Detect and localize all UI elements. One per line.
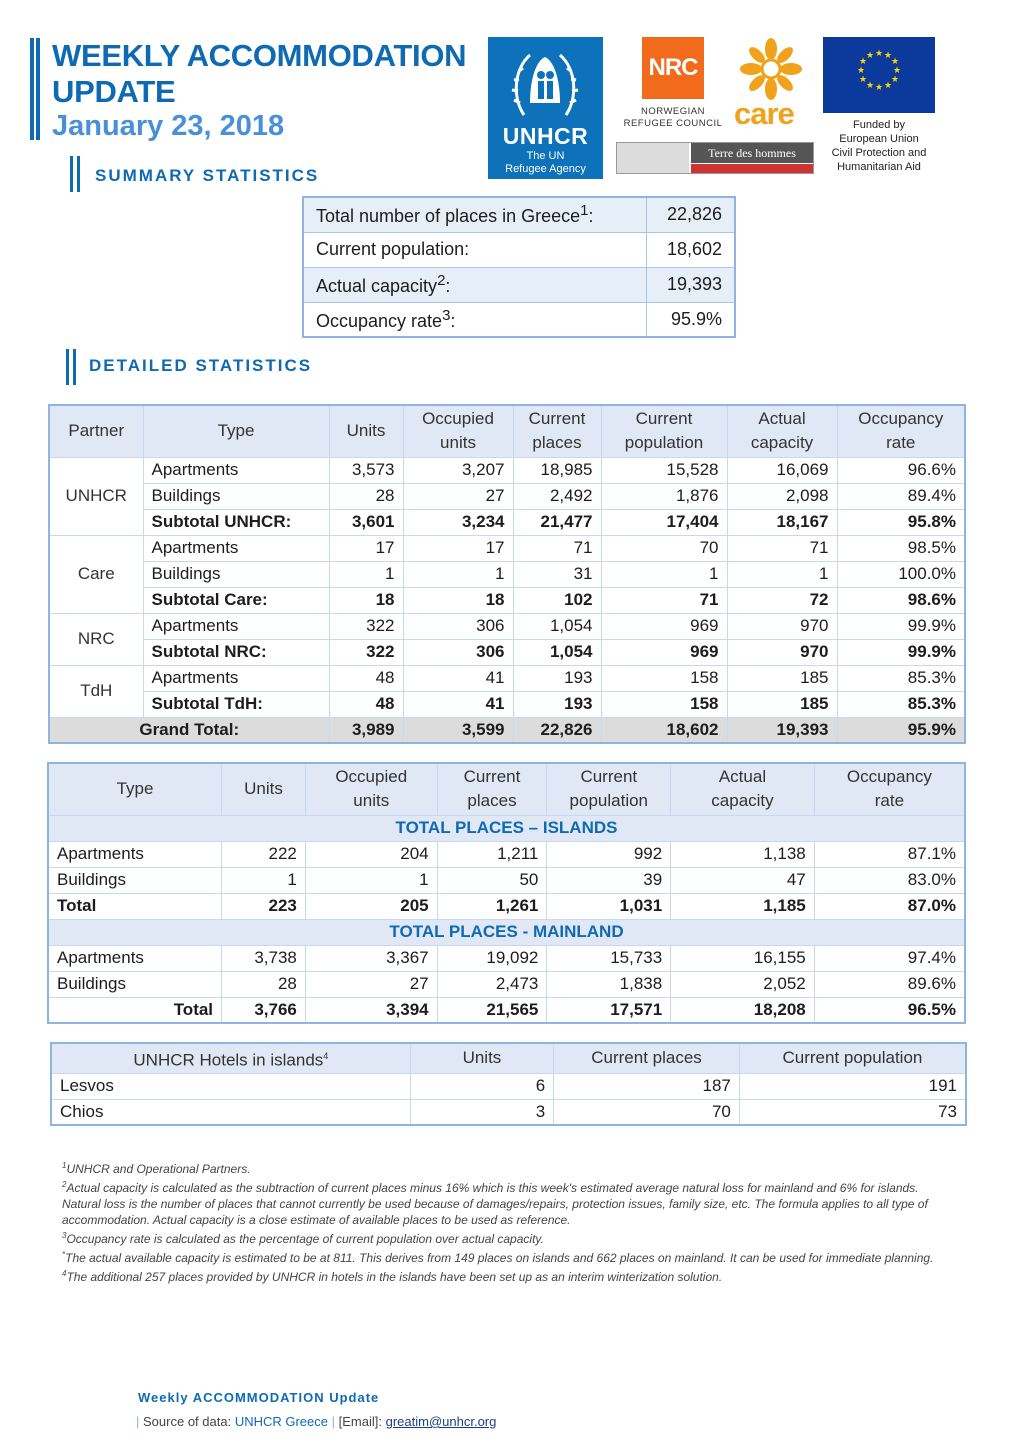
svg-text:★: ★ [865,51,875,61]
col-header-partner: Partner [49,405,143,457]
footnote-mark: 3 [62,1231,67,1240]
col-header-current-places [437,763,547,815]
page-title: WEEKLY ACCOMMODATION UPDATE [52,38,467,109]
rate-cell: 87.0% [814,893,965,919]
occupied-cell: 3,207 [403,457,513,483]
units-cell: 322 [329,639,403,665]
table-row [48,841,965,867]
capacity-cell: 19,393 [727,717,837,743]
source-org: UNHCR Greece [234,1414,328,1429]
footnote-text: The actual available capacity is estimated to be at 811. This derives from 149 places on islands and 662 places on mainland. It can be used for immediate planning. [65,1251,934,1265]
capacity-cell: 2,098 [727,483,837,509]
summary-value: 19,393 [646,267,735,302]
subtotal-row [49,691,965,717]
occupied-cell: 3,234 [403,509,513,535]
units-cell: 3,766 [222,997,306,1023]
rate-cell: 97.4% [814,945,965,971]
occupied-cell: 1 [403,561,513,587]
unhcr-subtitle-line1: The UN [526,150,565,162]
unhcr-logo-subtitle [488,150,603,176]
occupied-cell: 41 [403,691,513,717]
units-cell: 3,601 [329,509,403,535]
col-header-units: Units [222,763,306,815]
capacity-cell: 47 [671,867,815,893]
units-cell: 3,573 [329,457,403,483]
subtotal-label: Subtotal UNHCR: [143,509,329,535]
mainland-band-label: TOTAL PLACES - MAINLAND [48,919,965,945]
summary-row [303,267,735,302]
occupied-cell: 3,394 [305,997,437,1023]
col-header-current-places [513,405,601,457]
hotel-island-cell: Lesvos [51,1073,410,1099]
population-cell: 1 [601,561,727,587]
header-line: Current [580,767,638,787]
population-cell: 992 [547,841,671,867]
places-cell: 22,826 [513,717,601,743]
occupied-cell: 306 [403,639,513,665]
tdh-photo-strip [617,143,689,173]
population-cell: 70 [601,535,727,561]
header-line: Current [528,409,586,429]
hotel-island-cell: Chios [51,1099,410,1125]
partner-cell: TdH [49,665,143,717]
source-label: Source of data: [143,1414,232,1429]
population-cell: 17,571 [547,997,671,1023]
islands-band-label: TOTAL PLACES – ISLANDS [48,815,965,841]
occupied-cell: 205 [305,893,437,919]
occupied-cell: 18 [403,587,513,613]
header-line: Actual [718,767,767,787]
col-header-hotels [51,1043,410,1073]
rate-cell: 87.1% [814,841,965,867]
capacity-cell: 1 [727,561,837,587]
nrc-line1: NORWEGIAN [641,106,705,117]
col-header-actual-capacity [727,405,837,457]
mainland-band-row [48,919,965,945]
units-cell: 222 [222,841,306,867]
rate-cell: 99.9% [837,639,965,665]
detailed-statistics-table [48,404,966,744]
type-cell: Apartments [48,945,222,971]
population-cell: 1,031 [547,893,671,919]
places-cell: 2,473 [437,971,547,997]
population-cell: 18,602 [601,717,727,743]
population-cell: 15,733 [547,945,671,971]
table-row [48,867,965,893]
header-line: Occupancy [846,767,932,787]
eu-flag-logo [823,37,935,113]
detailed-section-title: DETAILED STATISTICS [89,356,313,375]
places-cell: 71 [513,535,601,561]
footnote [62,1177,954,1228]
places-cell: 1,261 [437,893,547,919]
type-cell: Apartments [143,665,329,691]
hotels-header-row [51,1043,966,1073]
table-row [49,561,965,587]
table-row [51,1099,966,1125]
header-line: population [569,791,649,811]
svg-text:★: ★ [874,83,884,93]
care-logo-name: care [734,96,794,131]
col-header-current-places: Current places [554,1043,740,1073]
summary-label-text: Actual capacity [316,276,438,296]
population-cell: 1,876 [601,483,727,509]
footnote-mark: 2 [62,1180,67,1189]
capacity-cell: 2,052 [671,971,815,997]
type-cell: Apartments [143,535,329,561]
units-cell: 48 [329,665,403,691]
unhcr-subtitle-line2: Refugee Agency [505,163,586,175]
units-cell: 1 [222,867,306,893]
footnote [62,1158,954,1177]
summary-section-title: SUMMARY STATISTICS [95,166,320,185]
type-cell: Apartments [48,841,222,867]
subtotal-label: Subtotal NRC: [143,639,329,665]
population-cell: 17,404 [601,509,727,535]
eu-stars-icon [823,37,935,113]
summary-label-text: Total number of places in Greece [316,206,581,227]
detailed-accent-bar [66,349,76,385]
header-line: places [532,433,582,453]
units-cell: 28 [329,483,403,509]
eu-funding-text [812,118,946,174]
capacity-cell: 970 [727,639,837,665]
svg-text:★: ★ [890,75,900,85]
header-line: capacity [711,791,774,811]
type-cell: Buildings [143,483,329,509]
svg-text:★: ★ [890,57,900,67]
unhcr-logo-name: UNHCR [502,123,589,149]
capacity-cell: 185 [727,691,837,717]
rate-cell: 83.0% [814,867,965,893]
summary-label-text: Current population: [316,239,470,259]
tdh-red-strip [691,164,813,173]
capacity-cell: 16,155 [671,945,815,971]
col-header-occupancy-rate [814,763,965,815]
footnote [62,1266,954,1285]
header-line: rate [874,791,905,811]
occupied-cell: 1 [305,867,437,893]
partner-cell: NRC [49,613,143,665]
eu-line2: European Union [839,133,919,145]
svg-text:★: ★ [856,66,866,76]
footer-source [136,1414,496,1429]
population-cell: 15,528 [601,457,727,483]
col-header-type: Type [143,405,329,457]
col-header-occupancy-rate [837,405,965,457]
units-cell: 17 [329,535,403,561]
svg-text:★: ★ [874,49,884,59]
type-cell: Buildings [48,867,222,893]
summary-label [303,267,646,302]
total-label: Total [48,893,222,919]
rate-cell: 96.6% [837,457,965,483]
col-header-current-population [547,763,671,815]
subtotal-label: Subtotal Care: [143,587,329,613]
places-cell: 1,054 [513,639,601,665]
svg-text:★: ★ [892,66,902,76]
summary-accent-bar [70,156,80,192]
nrc-line2: REFUGEE COUNCIL [623,118,723,129]
footnote [62,1247,954,1266]
capacity-cell: 18,208 [671,997,815,1023]
places-header-row [48,763,965,815]
rate-cell: 89.4% [837,483,965,509]
col-header-type: Type [48,763,222,815]
header-line: population [624,433,704,453]
capacity-cell: 16,069 [727,457,837,483]
col-header-units: Units [329,405,403,457]
rate-cell: 98.6% [837,587,965,613]
hotels-header-text: UNHCR Hotels in islands [133,1050,324,1070]
occupied-cell: 306 [403,613,513,639]
rate-cell: 89.6% [814,971,965,997]
places-cell: 193 [513,665,601,691]
footer-divider: | [331,1414,336,1429]
type-cell: Apartments [143,457,329,483]
summary-label-suffix: : [588,206,594,227]
svg-text:★: ★ [883,81,893,91]
units-cell: 223 [222,893,306,919]
summary-footnote-mark: 1 [580,202,589,220]
svg-text:★: ★ [883,51,893,61]
table-row [49,613,965,639]
places-cell: 1,211 [437,841,547,867]
partner-cell: UNHCR [49,457,143,535]
rate-cell: 100.0% [837,561,965,587]
summary-row [303,302,735,337]
places-cell: 18,985 [513,457,601,483]
eu-line1: Funded by [853,119,905,131]
places-cell: 21,477 [513,509,601,535]
total-label: Total [48,997,222,1023]
rate-cell: 98.5% [837,535,965,561]
rate-cell: 95.8% [837,509,965,535]
header-line: units [353,791,390,811]
places-cell: 102 [513,587,601,613]
table-row [48,971,965,997]
subtotal-row [49,639,965,665]
table-row [49,535,965,561]
header-line: units [440,433,476,453]
units-cell: 18 [329,587,403,613]
nrc-logo: NRC [642,37,704,99]
population-cell: 969 [601,639,727,665]
capacity-cell: 1,138 [671,841,815,867]
col-header-current-population [601,405,727,457]
places-cell: 1,054 [513,613,601,639]
email-label: [Email]: [338,1414,382,1429]
summary-label-text: Occupancy rate [316,310,443,331]
units-cell: 3,738 [222,945,306,971]
header-line: places [467,791,517,811]
col-header-units: Units [410,1043,554,1073]
hotels-footnote-mark: 4 [323,1051,329,1061]
header-line: capacity [750,433,814,453]
summary-row [303,197,735,232]
subtotal-row [49,587,965,613]
units-cell: 1 [329,561,403,587]
summary-value: 18,602 [646,232,735,267]
footer-divider: | [136,1414,140,1429]
occupied-cell: 27 [305,971,437,997]
header-line: Occupied [335,767,408,787]
occupied-cell: 3,599 [403,717,513,743]
table-row [49,483,965,509]
occupied-cell: 41 [403,665,513,691]
summary-label [303,232,646,267]
summary-footnote-mark: 3 [442,306,451,324]
population-cell: 191 [739,1073,966,1099]
rate-cell: 99.9% [837,613,965,639]
col-header-current-population: Current population [739,1043,966,1073]
email-link[interactable]: greatim@unhcr.org [385,1414,497,1429]
table-row [48,945,965,971]
rate-cell: 85.3% [837,691,965,717]
partner-cell: Care [49,535,143,613]
occupied-cell: 3,367 [305,945,437,971]
tdh-logo [616,142,814,174]
places-cell: 187 [554,1073,740,1099]
places-cell: 193 [513,691,601,717]
nrc-logo-text [612,106,734,130]
rate-cell: 95.9% [837,717,965,743]
header-line: Current [635,409,693,429]
units-cell: 28 [222,971,306,997]
capacity-cell: 18,167 [727,509,837,535]
occupied-cell: 204 [305,841,437,867]
unhcr-logo [488,37,603,179]
footnote [62,1228,954,1247]
tdh-logo-name: Terre des hommes [691,143,813,163]
summary-table [302,196,736,338]
svg-text:★: ★ [865,81,875,91]
header-line: Occupancy [858,409,944,429]
summary-value: 22,826 [646,197,735,232]
footnote-text: UNHCR and Operational Partners. [66,1162,251,1176]
footer-title: Weekly ACCOMMODATION Update [138,1390,380,1405]
subtotal-row [49,509,965,535]
population-cell: 71 [601,587,727,613]
summary-label-suffix: : [445,276,451,296]
islands-total-row [48,893,965,919]
type-cell: Apartments [143,613,329,639]
footnotes [62,1158,954,1285]
units-cell: 322 [329,613,403,639]
population-cell: 969 [601,613,727,639]
population-cell: 73 [739,1099,966,1125]
population-cell: 1,838 [547,971,671,997]
grand-total-label: Grand Total: [49,717,329,743]
detailed-header-row [49,405,965,457]
summary-row [303,232,735,267]
eu-line4: Humanitarian Aid [837,161,921,173]
svg-text:★: ★ [858,75,868,85]
places-cell: 31 [513,561,601,587]
places-cell: 50 [437,867,547,893]
footnote-text: Occupancy rate is calculated as the percentage of current population over actual capacity. [66,1232,544,1246]
places-cell: 21,565 [437,997,547,1023]
units-cell: 48 [329,691,403,717]
summary-label [303,197,646,232]
header-line: Current [463,767,521,787]
type-cell: Buildings [48,971,222,997]
eu-line3: Civil Protection and [831,147,927,159]
report-date: January 23, 2018 [52,110,285,142]
footnote-text: The additional 257 places provided by UNHCR in hotels in the islands have been set up as an interim winterization solution. [66,1270,723,1284]
rate-cell: 85.3% [837,665,965,691]
capacity-cell: 1,185 [671,893,815,919]
footnote-text: Actual capacity is calculated as the subtraction of current places minus 16% which is this week's estimated average natural loss for mainland and 6% for islands. Natural loss is the number of places that cannot currently be used because of damages/repairs, protection issues, family size, etc. The formula applies to all type of accommodation. Actual capacity is a close estimate of available places to be used as reference. [62,1181,928,1227]
mainland-total-row [48,997,965,1023]
footnote-mark: 4 [62,1269,67,1278]
units-cell: 6 [410,1073,554,1099]
header-line: rate [886,433,916,453]
header-line: Actual [758,409,806,429]
table-row [49,665,965,691]
table-row [49,457,965,483]
svg-text:★: ★ [858,57,868,67]
footnote-mark: * [62,1250,66,1259]
units-cell: 3,989 [329,717,403,743]
capacity-cell: 71 [727,535,837,561]
capacity-cell: 185 [727,665,837,691]
unhcr-hotels-table [50,1042,967,1126]
type-cell: Buildings [143,561,329,587]
places-cell: 2,492 [513,483,601,509]
summary-label [303,302,646,337]
capacity-cell: 72 [727,587,837,613]
population-cell: 158 [601,691,727,717]
subtotal-label: Subtotal TdH: [143,691,329,717]
unhcr-emblem-icon [510,45,580,123]
col-header-occupied-units [305,763,437,815]
summary-label-suffix: : [450,310,456,331]
places-cell: 19,092 [437,945,547,971]
occupied-cell: 27 [403,483,513,509]
occupied-cell: 17 [403,535,513,561]
title-accent-bar [30,38,40,140]
summary-footnote-mark: 2 [437,272,446,289]
population-cell: 39 [547,867,671,893]
grand-total-row [49,717,965,743]
population-cell: 158 [601,665,727,691]
capacity-cell: 970 [727,613,837,639]
units-cell: 3 [410,1099,554,1125]
summary-value: 95.9% [646,302,735,337]
header-line: Occupied [422,409,494,429]
islands-band-row [48,815,965,841]
rate-cell: 96.5% [814,997,965,1023]
footnote-mark: 1 [62,1161,67,1170]
table-row [51,1073,966,1099]
col-header-actual-capacity [671,763,815,815]
places-cell: 70 [554,1099,740,1125]
col-header-occupied-units [403,405,513,457]
total-places-table [47,762,966,1024]
